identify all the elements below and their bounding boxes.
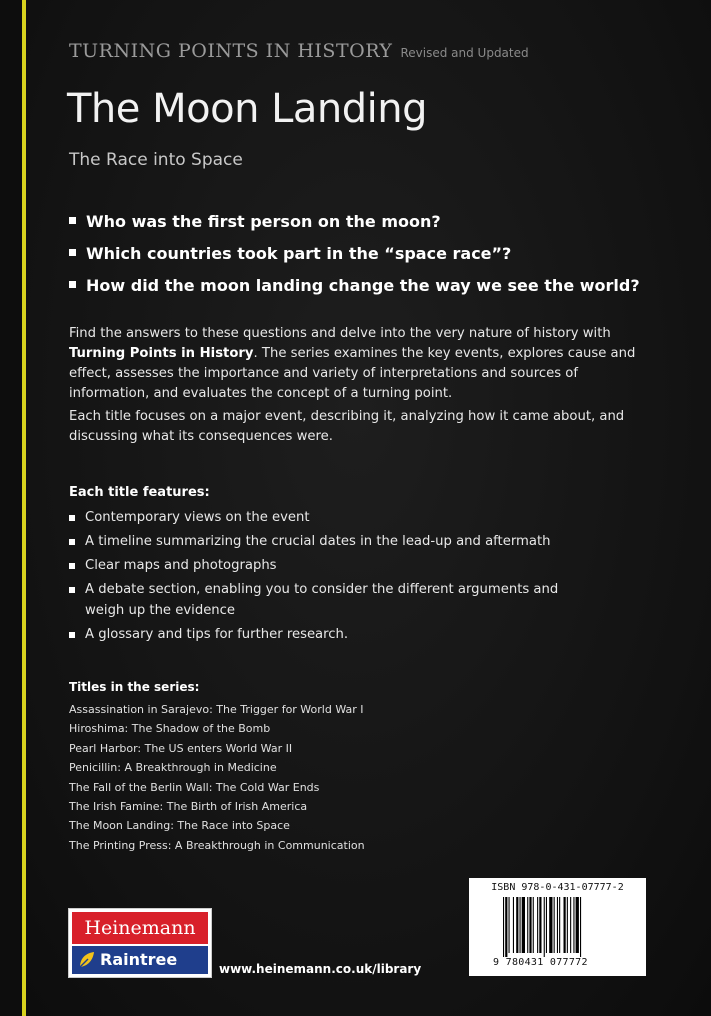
accent-stripe bbox=[22, 0, 26, 1016]
features-list bbox=[69, 507, 569, 648]
series-titles-heading: Titles in the series: bbox=[69, 680, 200, 694]
series-title-item: The Moon Landing: The Race into Space bbox=[69, 819, 290, 833]
publisher-logo bbox=[68, 908, 212, 978]
intro-paragraph-1: Find the answers to these questions and delve into the very nature of history with Turning Points in History. The series examines the key events, explores cause and effect, assesses the importance and variety of interpretations and sources of information, and evaluates the concept of a turning point. bbox=[69, 326, 636, 401]
barcode-bar bbox=[570, 897, 571, 953]
barcode-bar bbox=[522, 897, 525, 953]
bullet-square-icon bbox=[69, 281, 76, 288]
series-name-bold: Turning Points in History bbox=[69, 346, 254, 361]
intro-text bbox=[69, 324, 659, 450]
series-title-item: Penicillin: A Breakthrough in Medicine bbox=[69, 761, 277, 775]
book-subtitle: The Race into Space bbox=[69, 150, 243, 170]
barcode-bar bbox=[533, 897, 534, 953]
logo-heinemann: Heinemann bbox=[72, 912, 208, 944]
barcode-digits: 9 780431 077772 bbox=[493, 957, 588, 968]
barcode-bar bbox=[520, 897, 521, 953]
bullet-square-icon bbox=[69, 249, 76, 256]
feature-item: A glossary and tips for further research. bbox=[69, 624, 569, 645]
series-header bbox=[69, 40, 529, 62]
feature-item: A timeline summarizing the crucial dates in the lead-up and aftermath bbox=[69, 531, 569, 552]
bullet-square-icon bbox=[69, 515, 75, 521]
series-titles-list bbox=[69, 700, 365, 855]
question-list bbox=[69, 208, 640, 304]
question-item: Which countries took part in the “space race”? bbox=[69, 240, 640, 272]
intro-paragraph-2: Each title focuses on a major event, describing it, analyzing how it came about, and discussing what its consequences were. bbox=[69, 409, 625, 444]
book-title: The Moon Landing bbox=[67, 86, 428, 132]
series-title-item: The Irish Famine: The Birth of Irish America bbox=[69, 800, 308, 814]
series-title-item: The Fall of the Berlin Wall: The Cold War Ends bbox=[69, 780, 320, 794]
spine-edge bbox=[0, 0, 22, 1016]
barcode-bar bbox=[564, 897, 566, 953]
barcode-bar bbox=[559, 897, 560, 953]
barcode-bar bbox=[516, 897, 518, 953]
barcode-bar bbox=[557, 897, 558, 953]
barcode-bar bbox=[544, 897, 545, 957]
publisher-website: www.heinemann.co.uk/library bbox=[219, 962, 422, 976]
feature-item: Contemporary views on the event bbox=[69, 507, 569, 528]
barcode bbox=[469, 878, 646, 976]
feature-item: Clear maps and photographs bbox=[69, 555, 569, 576]
barcode-bars bbox=[503, 897, 611, 957]
barcode-bar bbox=[539, 897, 541, 953]
bullet-square-icon bbox=[69, 539, 75, 545]
question-item: How did the moon landing change the way we see the world? bbox=[69, 272, 640, 304]
question-item: Who was the first person on the moon? bbox=[69, 208, 640, 240]
barcode-bar bbox=[546, 897, 547, 953]
series-name: TURNING POINTS IN HISTORY bbox=[69, 40, 393, 62]
isbn-label: ISBN 978-0-431-07777-2 bbox=[491, 882, 624, 893]
revision-note: Revised and Updated bbox=[400, 46, 529, 60]
barcode-bar bbox=[567, 897, 568, 953]
leaf-icon bbox=[78, 950, 96, 970]
series-title-item: Assassination in Sarajevo: The Trigger for World War I bbox=[69, 703, 364, 716]
barcode-bar bbox=[503, 897, 504, 957]
feature-item: A debate section, enabling you to consider the different arguments and weigh up the evidence bbox=[69, 579, 569, 621]
logo-raintree: Raintree bbox=[72, 946, 208, 974]
barcode-bar bbox=[505, 897, 507, 957]
barcode-bar bbox=[554, 897, 555, 953]
barcode-bar bbox=[529, 897, 531, 953]
bullet-square-icon bbox=[69, 587, 75, 593]
series-title-item: The Printing Press: A Breakthrough in Communication bbox=[69, 838, 365, 852]
series-title-item: Hiroshima: The Shadow of the Bomb bbox=[69, 722, 271, 736]
barcode-bar bbox=[509, 897, 510, 953]
bullet-square-icon bbox=[69, 632, 75, 638]
barcode-bar bbox=[537, 897, 538, 953]
barcode-bar bbox=[527, 897, 528, 953]
barcode-bar bbox=[549, 897, 552, 953]
barcode-bar bbox=[580, 897, 581, 957]
features-heading: Each title features: bbox=[69, 485, 210, 500]
bullet-square-icon bbox=[69, 217, 76, 224]
barcode-bar bbox=[573, 897, 574, 953]
barcode-bar bbox=[513, 897, 514, 953]
series-title-item: Pearl Harbor: The US enters World War II bbox=[69, 741, 293, 755]
barcode-bar bbox=[576, 897, 579, 953]
bullet-square-icon bbox=[69, 563, 75, 569]
